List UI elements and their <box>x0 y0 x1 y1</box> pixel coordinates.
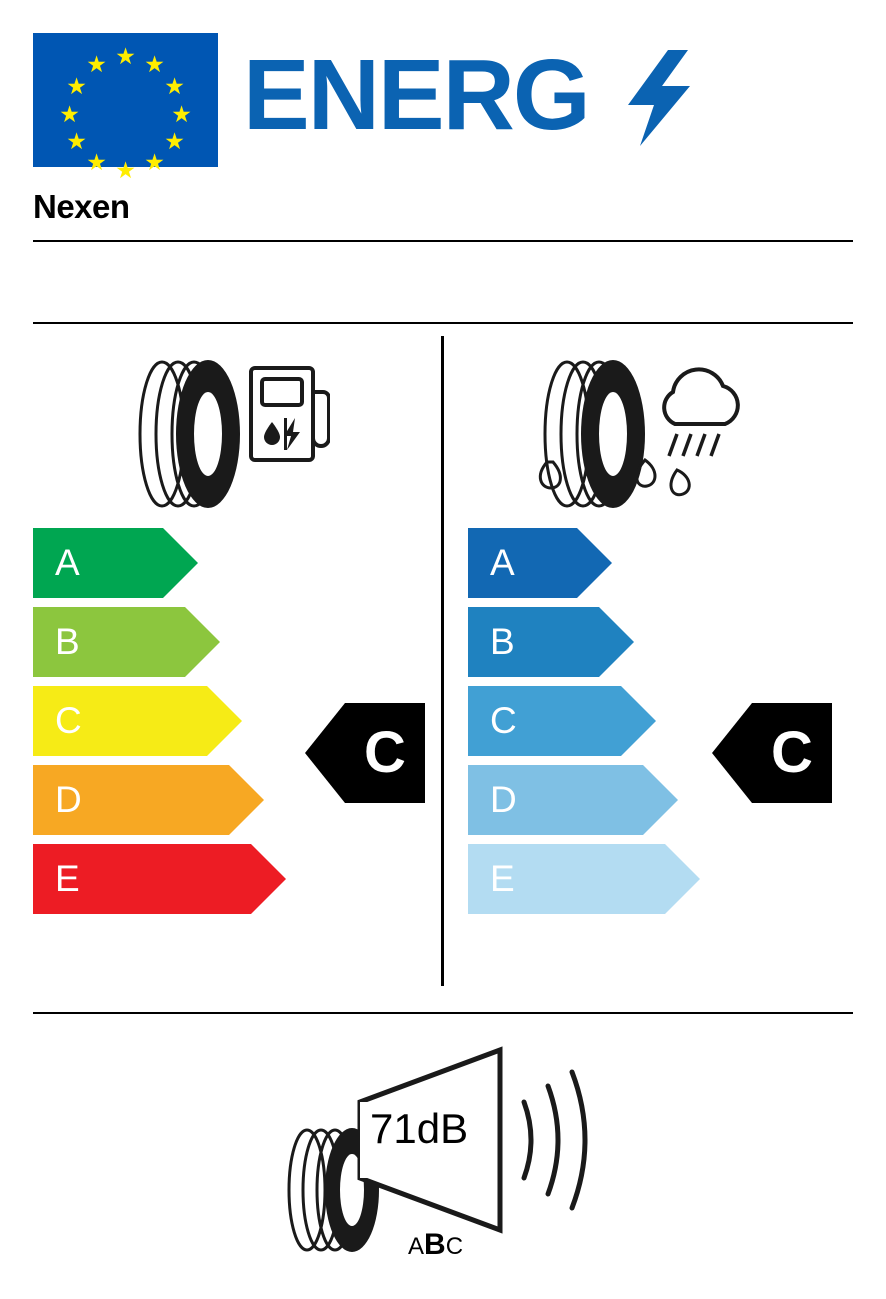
flag-star: ★ <box>115 157 136 183</box>
flag-star: ★ <box>86 149 107 175</box>
marker-arrow-tip <box>712 703 752 803</box>
noise-class-b: B <box>424 1228 446 1261</box>
flag-star: ★ <box>171 101 192 127</box>
wet-grade-b: B <box>468 607 599 677</box>
wet-grade-e: E <box>468 844 665 914</box>
noise-class-c: C <box>445 1233 464 1260</box>
flag-star: ★ <box>164 128 185 154</box>
fuel-grade-e: E <box>33 844 251 914</box>
tyre-fuel-pump-icon <box>120 352 330 517</box>
tyre-rain-cloud-icon <box>525 352 740 517</box>
marker-value: C <box>752 703 832 803</box>
divider-top <box>33 240 853 242</box>
marker-value: C <box>345 703 425 803</box>
flag-star: ★ <box>86 51 107 77</box>
flag-star: ★ <box>66 128 87 154</box>
wet-grade-d: D <box>468 765 643 835</box>
lightning-bolt-icon <box>628 50 690 146</box>
noise-class-a: A <box>408 1233 425 1260</box>
flag-star: ★ <box>144 149 165 175</box>
noise-class-row <box>408 1228 463 1262</box>
fuel-grade-a: A <box>33 528 163 598</box>
flag-star: ★ <box>59 101 80 127</box>
energy-label-title: ENERG <box>243 39 589 151</box>
wet-grade-marker <box>712 703 832 803</box>
eu-flag-icon <box>33 33 218 183</box>
divider-noise <box>33 1012 853 1014</box>
fuel-grade-c: C <box>33 686 207 756</box>
flag-star: ★ <box>66 73 87 99</box>
fuel-grade-b: B <box>33 607 185 677</box>
fuel-grade-marker <box>305 703 425 803</box>
marker-arrow-tip <box>305 703 345 803</box>
brand-name: Nexen <box>33 188 130 225</box>
divider-header <box>33 322 853 324</box>
wet-grade-a: A <box>468 528 577 598</box>
wet-grade-c: C <box>468 686 621 756</box>
fuel-grade-d: D <box>33 765 229 835</box>
noise-value: 71dB <box>370 1105 469 1152</box>
flag-star: ★ <box>115 43 136 69</box>
flag-star: ★ <box>164 73 185 99</box>
vertical-divider <box>441 336 444 986</box>
flag-star: ★ <box>144 51 165 77</box>
